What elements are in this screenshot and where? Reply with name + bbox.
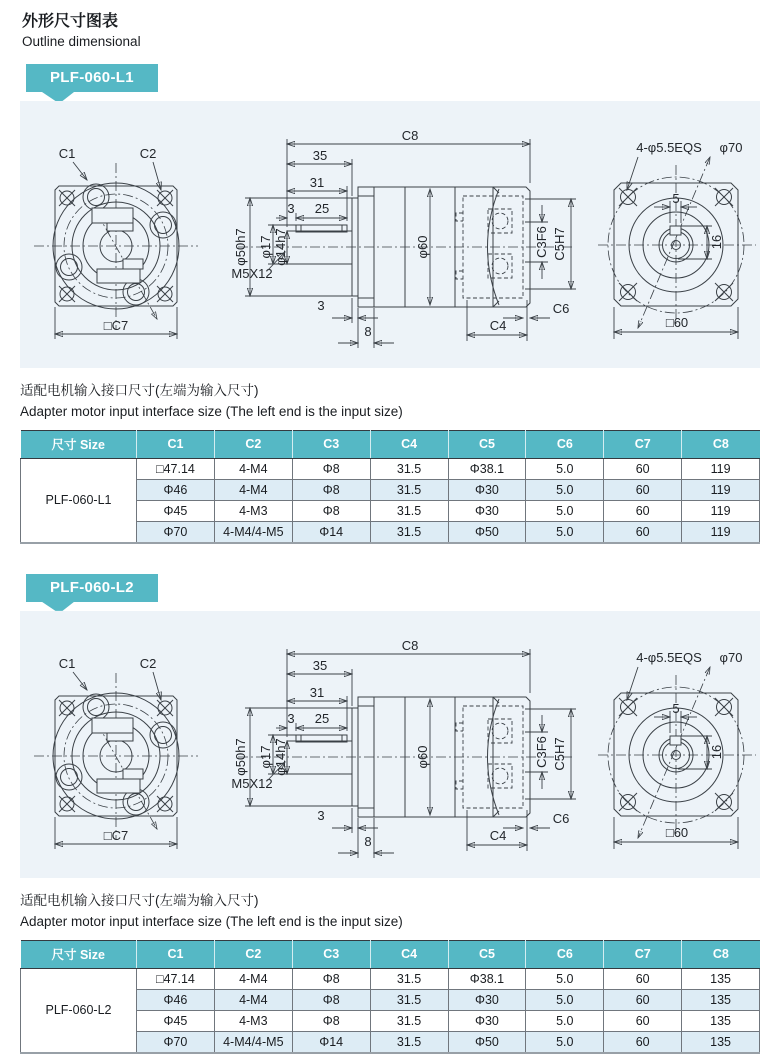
note-block-l2 bbox=[20, 891, 760, 933]
dim-label-c6: C6 bbox=[552, 301, 570, 316]
dim-label-14h7: φ14h7 bbox=[273, 738, 288, 776]
dim-label-3-bot: 3 bbox=[317, 807, 325, 823]
header-cell: C3 bbox=[292, 430, 370, 458]
header-cell: C5 bbox=[448, 940, 526, 968]
table-cell: 135 bbox=[682, 1031, 760, 1053]
table-header-row bbox=[21, 430, 760, 458]
outline-drawing bbox=[20, 611, 760, 878]
table-cell: 31.5 bbox=[370, 458, 448, 479]
dim-label-eqs: 4-φ5.5EQS bbox=[636, 140, 702, 155]
header-cell: C8 bbox=[682, 430, 760, 458]
section-view bbox=[231, 128, 576, 348]
dim-label-60: φ60 bbox=[415, 745, 430, 769]
table-cell: 5.0 bbox=[526, 500, 604, 521]
table-cell: Φ38.1 bbox=[448, 968, 526, 989]
dim-label-m5x12: M5X12 bbox=[231, 775, 273, 791]
header-cell: 尺寸 Size bbox=[21, 940, 137, 968]
header-cell: C1 bbox=[137, 430, 215, 458]
dim-label-5: 5 bbox=[672, 700, 680, 716]
model-cell: PLF-060-L2 bbox=[21, 968, 137, 1053]
note-en: Adapter motor input interface size (The left end is the input size) bbox=[20, 403, 403, 419]
note-zh: 适配电机输入接口尺寸(左端为输入尺寸) bbox=[20, 892, 259, 908]
table-cell: Φ30 bbox=[448, 500, 526, 521]
dim-label-17: φ17 bbox=[258, 745, 273, 769]
table-cell: 31.5 bbox=[370, 479, 448, 500]
rear-view bbox=[598, 140, 756, 339]
page-title: 外形尺寸图表 bbox=[22, 13, 119, 30]
dim-label-c5h7: C5H7 bbox=[552, 227, 567, 261]
table-cell: Φ14 bbox=[292, 1031, 370, 1053]
dim-label-31: 31 bbox=[309, 175, 325, 190]
table-cell: □47.14 bbox=[137, 458, 215, 479]
dim-label-31: 31 bbox=[309, 684, 325, 700]
header-cell: C6 bbox=[526, 940, 604, 968]
table-cell: 5.0 bbox=[526, 458, 604, 479]
dim-label-c7: □C7 bbox=[103, 827, 129, 843]
drawing-panel-l1 bbox=[20, 101, 760, 368]
table-cell: Φ70 bbox=[137, 521, 215, 543]
table-cell: Φ30 bbox=[448, 989, 526, 1010]
dim-label-14h7: φ14h7 bbox=[273, 228, 288, 266]
table-cell: 4-M4/4-M5 bbox=[214, 521, 292, 543]
table-cell: Φ8 bbox=[292, 458, 370, 479]
table-cell: 5.0 bbox=[526, 1010, 604, 1031]
table-cell: 60 bbox=[604, 989, 682, 1010]
front-view bbox=[34, 146, 198, 339]
header-cell: C6 bbox=[526, 430, 604, 458]
dim-label-c4: C4 bbox=[489, 318, 507, 333]
table-cell: Φ38.1 bbox=[448, 458, 526, 479]
table-cell: 5.0 bbox=[526, 1031, 604, 1053]
table-cell: 60 bbox=[604, 1031, 682, 1053]
table-cell: Φ8 bbox=[292, 1010, 370, 1031]
header-cell: C4 bbox=[370, 430, 448, 458]
table-cell: 31.5 bbox=[370, 989, 448, 1010]
section-view bbox=[231, 638, 576, 858]
table-cell: Φ70 bbox=[137, 1031, 215, 1053]
header-cell: C1 bbox=[137, 940, 215, 968]
dim-label-25: 25 bbox=[314, 710, 330, 726]
dim-label-c1: C1 bbox=[58, 655, 76, 671]
table-cell: 60 bbox=[604, 968, 682, 989]
dim-label-c5h7: C5H7 bbox=[552, 737, 567, 771]
table-cell: 60 bbox=[604, 1010, 682, 1031]
note-block-l1 bbox=[20, 381, 760, 423]
table-cell: 4-M4 bbox=[214, 479, 292, 500]
table-cell: Φ45 bbox=[137, 1010, 215, 1031]
note-en: Adapter motor input interface size (The left end is the input size) bbox=[20, 913, 403, 929]
dim-label-c2: C2 bbox=[139, 655, 157, 671]
front-view bbox=[34, 656, 198, 849]
dim-label-70: φ70 bbox=[719, 649, 743, 665]
table-cell: 5.0 bbox=[526, 968, 604, 989]
table-header-row bbox=[21, 940, 760, 968]
table-cell: 31.5 bbox=[370, 1010, 448, 1031]
table-cell: Φ14 bbox=[292, 521, 370, 543]
table-cell: 4-M4 bbox=[214, 968, 292, 989]
table-cell: Φ8 bbox=[292, 989, 370, 1010]
table-cell: 31.5 bbox=[370, 1031, 448, 1053]
dim-label-5: 5 bbox=[672, 191, 680, 206]
dim-label-c3f6: C3F6 bbox=[534, 226, 549, 258]
header-cell: C4 bbox=[370, 940, 448, 968]
header-cell: C5 bbox=[448, 430, 526, 458]
table-cell: 4-M4 bbox=[214, 989, 292, 1010]
section-l1 bbox=[20, 64, 760, 544]
table-cell: 119 bbox=[682, 479, 760, 500]
page-subtitle: Outline dimensional bbox=[22, 34, 141, 49]
table-cell: 5.0 bbox=[526, 989, 604, 1010]
table-cell: 60 bbox=[604, 479, 682, 500]
dimension-table-l1 bbox=[20, 430, 760, 544]
table-cell: 119 bbox=[682, 500, 760, 521]
dim-label-50h7: φ50h7 bbox=[233, 738, 248, 776]
dim-label-35: 35 bbox=[312, 657, 328, 673]
table-row bbox=[21, 458, 760, 479]
dim-label-16: 16 bbox=[709, 744, 724, 760]
table-cell: 135 bbox=[682, 1010, 760, 1031]
dim-label-c1: C1 bbox=[58, 146, 76, 161]
table-cell: 4-M3 bbox=[214, 1010, 292, 1031]
table-cell: 5.0 bbox=[526, 479, 604, 500]
table-cell: 60 bbox=[604, 521, 682, 543]
dim-label-25: 25 bbox=[314, 201, 330, 216]
note-zh: 适配电机输入接口尺寸(左端为输入尺寸) bbox=[20, 383, 259, 398]
dim-label-c2: C2 bbox=[139, 146, 157, 161]
table-cell: 60 bbox=[604, 500, 682, 521]
header-cell: C8 bbox=[682, 940, 760, 968]
table-row bbox=[21, 968, 760, 989]
dim-label-c6: C6 bbox=[552, 810, 570, 826]
table-cell: 4-M3 bbox=[214, 500, 292, 521]
table-cell: Φ46 bbox=[137, 479, 215, 500]
header-cell: C2 bbox=[214, 430, 292, 458]
rear-view bbox=[598, 650, 756, 849]
table-cell: 5.0 bbox=[526, 521, 604, 543]
table-cell: 31.5 bbox=[370, 968, 448, 989]
dim-label-17: φ17 bbox=[258, 235, 273, 259]
table-cell: Φ46 bbox=[137, 989, 215, 1010]
header-cell: C3 bbox=[292, 940, 370, 968]
dim-label-35: 35 bbox=[312, 148, 328, 163]
table-cell: 31.5 bbox=[370, 500, 448, 521]
dim-label-3-bot: 3 bbox=[317, 298, 325, 313]
table-cell: Φ8 bbox=[292, 968, 370, 989]
table-cell: 60 bbox=[604, 458, 682, 479]
model-badge-l1: PLF-060-L1 bbox=[26, 64, 158, 92]
model-badge-l2: PLF-060-L2 bbox=[26, 574, 158, 602]
table-cell: 119 bbox=[682, 521, 760, 543]
dim-label-70: φ70 bbox=[719, 140, 743, 155]
dimension-table-l2 bbox=[20, 940, 760, 1054]
dim-label-m5x12: M5X12 bbox=[231, 266, 273, 281]
dim-label-8: 8 bbox=[364, 833, 372, 849]
table-cell: Φ8 bbox=[292, 500, 370, 521]
header-cell: C7 bbox=[604, 430, 682, 458]
dim-label-c7: □C7 bbox=[103, 318, 129, 333]
dim-label-3-top: 3 bbox=[287, 710, 295, 726]
table-cell: Φ45 bbox=[137, 500, 215, 521]
header-cell: 尺寸 Size bbox=[21, 430, 137, 458]
dim-label-16: 16 bbox=[709, 234, 724, 250]
table-cell: 31.5 bbox=[370, 521, 448, 543]
model-cell: PLF-060-L1 bbox=[21, 458, 137, 543]
dim-label-3-top: 3 bbox=[287, 201, 295, 216]
table-cell: Φ50 bbox=[448, 1031, 526, 1053]
table-cell: 135 bbox=[682, 968, 760, 989]
drawing-panel-l2 bbox=[20, 611, 760, 878]
table-cell: □47.14 bbox=[137, 968, 215, 989]
dim-label-c4: C4 bbox=[489, 827, 507, 843]
dim-label-c3f6: C3F6 bbox=[534, 735, 549, 768]
outline-drawing bbox=[20, 101, 760, 368]
dim-label-c8: C8 bbox=[401, 128, 419, 143]
table-cell: 4-M4 bbox=[214, 458, 292, 479]
table-cell: Φ50 bbox=[448, 521, 526, 543]
header-cell: C7 bbox=[604, 940, 682, 968]
dim-label-60: φ60 bbox=[415, 235, 430, 259]
table-cell: 119 bbox=[682, 458, 760, 479]
table-cell: Φ30 bbox=[448, 479, 526, 500]
dim-label-sq60: □60 bbox=[665, 824, 689, 840]
dim-label-50h7: φ50h7 bbox=[233, 228, 248, 266]
section-l2 bbox=[20, 574, 760, 1054]
table-cell: Φ30 bbox=[448, 1010, 526, 1031]
dim-label-sq60: □60 bbox=[665, 315, 689, 330]
dim-label-8: 8 bbox=[364, 324, 372, 339]
dim-label-eqs: 4-φ5.5EQS bbox=[636, 649, 702, 665]
table-cell: Φ8 bbox=[292, 479, 370, 500]
header-cell: C2 bbox=[214, 940, 292, 968]
table-cell: 135 bbox=[682, 989, 760, 1010]
dim-label-c8: C8 bbox=[401, 637, 419, 653]
table-cell: 4-M4/4-M5 bbox=[214, 1031, 292, 1053]
